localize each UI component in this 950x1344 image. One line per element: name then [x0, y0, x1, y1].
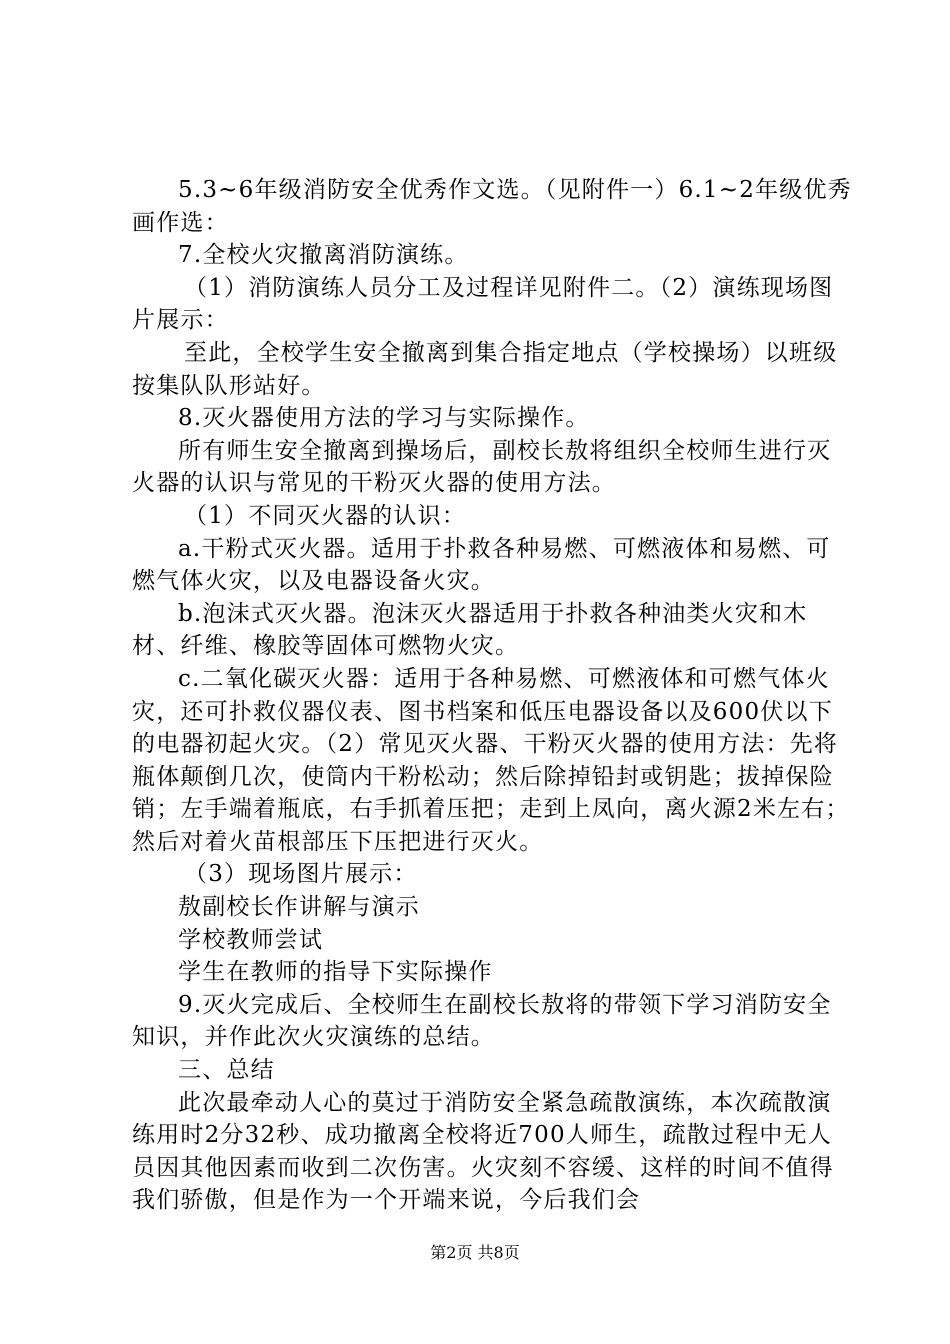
paragraph-foam: b.泡沫式灭火器。泡沫灭火器适用于扑救各种油类火灾和木材、纤维、橡胶等固体可燃物火灾。	[132, 600, 808, 660]
paragraph-dry-powder: a.干粉式灭火器。适用于扑救各种易燃、可燃液体和易燃、可燃气体火灾，以及电器设备火灾。	[132, 535, 831, 595]
paragraph-co2-and-usage: c.二氧化碳灭火器：适用于各种易燃、可燃液体和可燃气体火灾，还可扑救仪器仪表、图书档案和低压电器设备以及600伏以下的电器初起火灾。（2）常见灭火器、干粉灭火器的使用方法：先将瓶体颠倒几次，使筒内干粉松动；然后除掉铅封或钥匙；拔掉保险销；左手端着瓶底，右手抓着压把；走到上凤向，离火源2米左右；然后对着火苗根部压下压把进行灭火。	[132, 665, 850, 855]
caption-students-practice: 学生在教师的指导下实际操作	[178, 959, 493, 986]
paragraph-safety-knowledge: 9.灭火完成后、全校师生在副校长敖将的带领下学习消防安全知识，并作此次火灾演练的总结。	[132, 991, 832, 1051]
paragraph-extinguisher-intro: 所有师生安全撤离到操场后，副校长敖将组织全校师生进行灭火器的认识与常见的干粉灭火器的使用方法。	[132, 437, 832, 497]
paragraph-evacuation-complete: 至此，全校学生安全撤离到集合指定地点（学校操场）以班级按集队队形站好。	[132, 339, 838, 399]
caption-teachers-try: 学校教师尝试	[178, 926, 324, 953]
paragraph-essay-selection: 5.3~6年级消防安全优秀作文选。（见附件一）6.1~2年级优秀画作选：	[132, 177, 852, 236]
paragraph-extinguisher-types: （1）不同灭火器的认识：	[184, 502, 467, 529]
paragraph-photos-title: （3）现场图片展示：	[184, 861, 418, 888]
section-heading-summary: 三、总结	[178, 1057, 275, 1084]
page-number-footer: 第2页 共8页	[430, 1243, 520, 1262]
paragraph-summary: 此次最牵动人心的莫过于消防安全紧急疏散演练，本次疏散演练用时2分32秒、成功撤离全校将近700人师生，疏散过程中无人员因其他因素而收到二次伤害。火灾刻不容缓、这样的时间不值得我们骄傲，但是作为一个开端来说，今后我们会	[132, 1089, 834, 1214]
paragraph-fire-drill-title: 7.全校火灾撤离消防演练。	[178, 242, 469, 269]
paragraph-drill-staffing: （1）消防演练人员分工及过程详见附件二。（2）演练现场图片展示：	[132, 274, 834, 334]
caption-vice-principal: 敖副校长作讲解与演示	[178, 894, 420, 921]
document-body	[132, 174, 852, 1217]
paragraph-extinguisher-title: 8.灭火器使用方法的学习与实际操作。	[178, 405, 590, 432]
